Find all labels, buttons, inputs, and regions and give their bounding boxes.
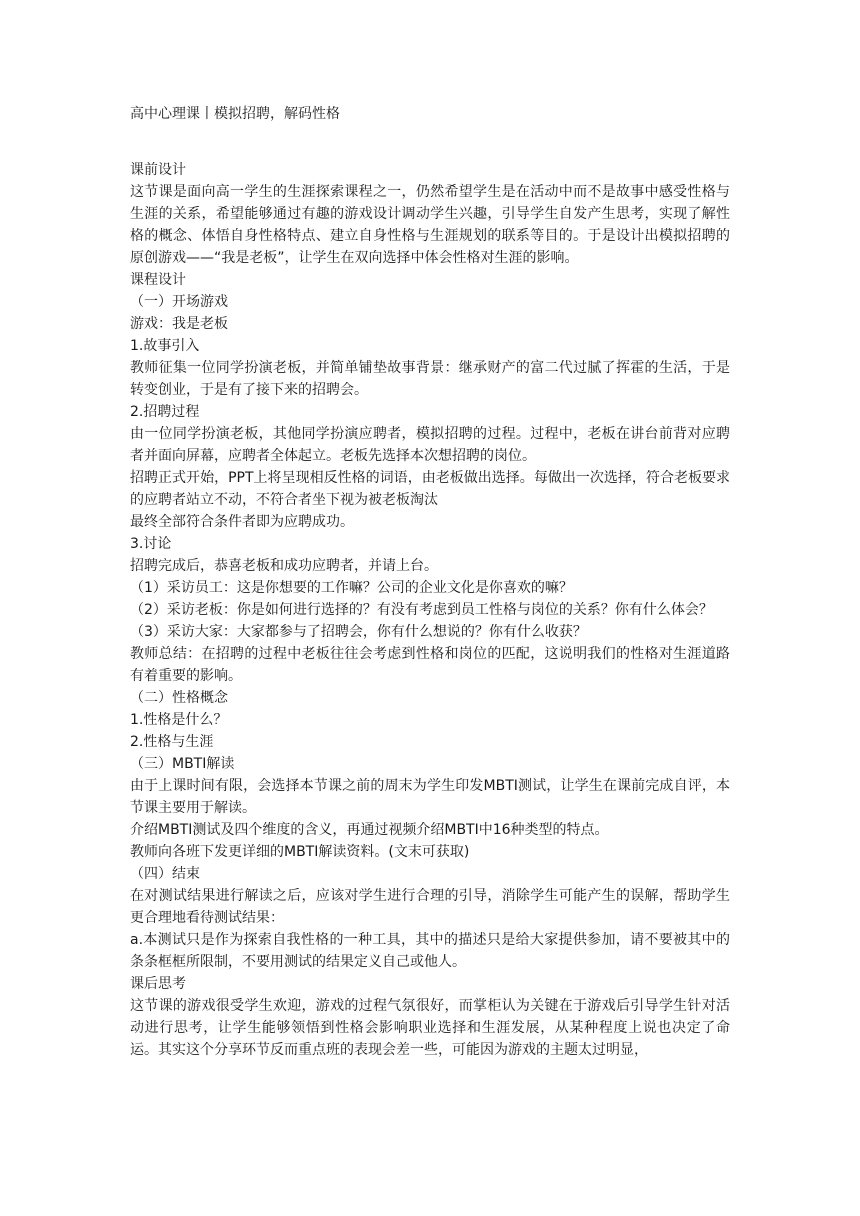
- paragraph-discuss-2: （2）采访老板：你是如何进行选择的？有没有考虑到员工性格与岗位的关系？你有什么体会？: [130, 602, 713, 618]
- section-heading-mbti: （三）MBTI解读: [130, 756, 235, 772]
- paragraph-process-2: 招聘正式开始，PPT上将呈现相反性格的词语，由老板做出选择。每做出一次选择，符合老板要求的应聘者站立不动，不符合者坐下视为被老板淘汰: [130, 470, 730, 508]
- paragraph-pre-design: 这节课是面向高一学生的生涯探索课程之一，仍然希望学生是在活动中而不是故事中感受性格与生涯的关系，希望能够通过有趣的游戏设计调动学生兴趣，引导学生自发产生思考，实现了解性格的概念、体悟自身性格特点、建立自身性格与生涯规划的联系等目的。于是设计出模拟招聘的原创游戏——“我是老板”，让学生在双向选择中体会性格对生涯的影响。: [130, 184, 730, 266]
- item-what-is-personality: 1.性格是什么？: [130, 712, 228, 728]
- paragraph-mbti-3: 教师向各班下发更详细的MBTI解读资料。(文末可获取): [130, 844, 470, 860]
- paragraph-mbti-2: 介绍MBTI测试及四个维度的含义，再通过视频介绍MBTI中16种类型的特点。: [130, 822, 609, 838]
- paragraph-discuss-3: （3）采访大家：大家都参与了招聘会，你有什么想说的？你有什么收获？: [130, 624, 587, 640]
- section-heading-personality: （二）性格概念: [130, 690, 228, 706]
- game-name: 游戏：我是老板: [130, 316, 228, 332]
- paragraph-process-1: 由一位同学扮演老板，其他同学扮演应聘者，模拟招聘的过程。过程中，老板在讲台前背对应聘者并面向屏幕，应聘者全体起立。老板先选择本次想招聘的岗位。: [130, 426, 730, 464]
- subheading-story: 1.故事引入: [130, 338, 200, 354]
- paragraph-story: 教师征集一位同学扮演老板，并简单铺垫故事背景：继承财产的富二代过腻了挥霍的生活，于是转变创业，于是有了接下来的招聘会。: [130, 360, 730, 398]
- paragraph-discuss-1: （1）采访员工：这是你想要的工作嘛？公司的企业文化是你喜欢的嘛？: [130, 580, 573, 596]
- subheading-process: 2.招聘过程: [130, 404, 200, 420]
- heading-pre-design: 课前设计: [130, 162, 186, 178]
- section-heading-opening-game: （一）开场游戏: [130, 294, 228, 310]
- paragraph-end-2: a.本测试只是作为探索自我性格的一种工具，其中的描述只是给大家提供参加，请不要被其中的条条框框所限制，不要用测试的结果定义自己或他人。: [130, 932, 730, 970]
- paragraph-summary: 教师总结：在招聘的过程中老板往往会考虑到性格和岗位的匹配，这说明我们的性格对生涯道路有着重要的影响。: [130, 646, 730, 684]
- paragraph-mbti-1: 由于上课时间有限，会选择本节课之前的周末为学生印发MBTI测试，让学生在课前完成自评，本节课主要用于解读。: [130, 778, 730, 816]
- document-page: [130, 103, 730, 1061]
- paragraph-discuss-0: 招聘完成后，恭喜老板和成功应聘者，并请上台。: [130, 558, 438, 574]
- heading-course-design: 课程设计: [130, 272, 186, 288]
- paragraph-process-3: 最终全部符合条件者即为应聘成功。: [130, 514, 354, 530]
- document-title: 高中心理课丨模拟招聘，解码性格: [130, 106, 340, 122]
- heading-reflection: 课后思考: [130, 976, 186, 992]
- paragraph-end-1: 在对测试结果进行解读之后，应该对学生进行合理的引导，消除学生可能产生的误解，帮助学生更合理地看待测试结果：: [130, 888, 730, 926]
- subheading-discuss: 3.讨论: [130, 536, 172, 552]
- paragraph-reflection: 这节课的游戏很受学生欢迎，游戏的过程气氛很好，而掌柜认为关键在于游戏后引导学生针对活动进行思考，让学生能够领悟到性格会影响职业选择和生涯发展，从某种程度上说也决定了命运。其实这个分享环节反而重点班的表现会差一些，可能因为游戏的主题太过明显，: [130, 998, 730, 1058]
- item-personality-career: 2.性格与生涯: [130, 734, 214, 750]
- section-heading-end: （四）结束: [130, 866, 200, 882]
